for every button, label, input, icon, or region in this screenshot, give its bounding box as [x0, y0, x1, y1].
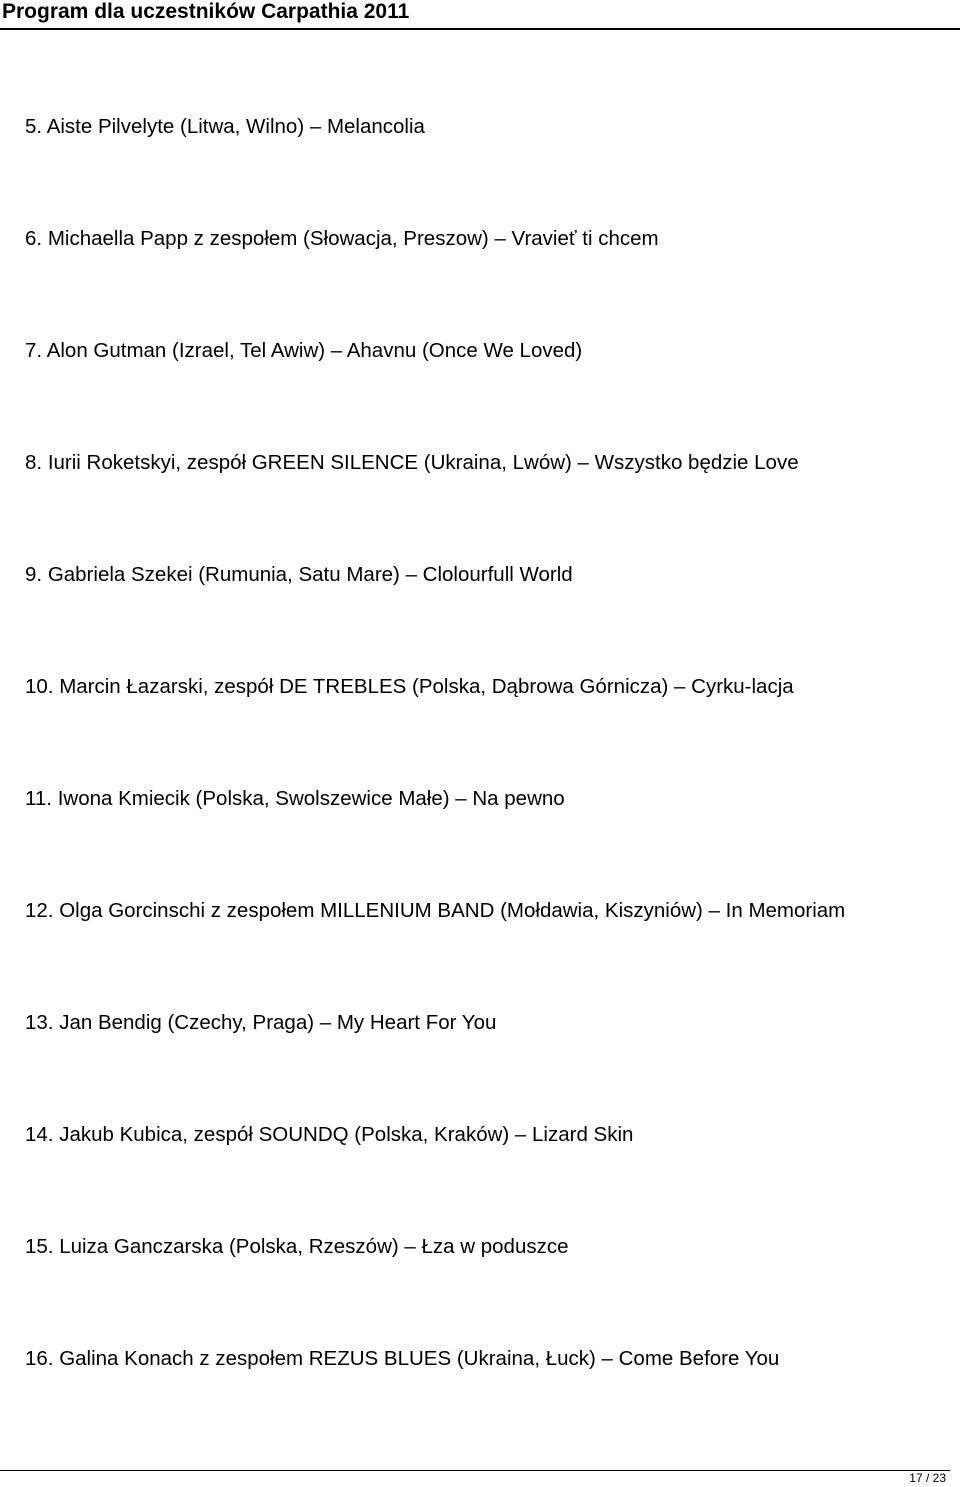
item-text: Alon Gutman (Izrael, Tel Awiw) – Ahavnu (Once We Loved) — [46, 339, 583, 362]
list-item — [25, 899, 845, 923]
item-number: 9. — [25, 563, 43, 586]
list-item — [25, 1235, 569, 1259]
footer-divider — [0, 1470, 950, 1471]
list-item — [25, 1347, 779, 1371]
page-number: 17 / 23 — [909, 1471, 946, 1485]
item-number: 6. — [25, 227, 43, 250]
list-item — [25, 1123, 633, 1147]
title-divider — [0, 28, 960, 30]
list-item — [25, 787, 565, 811]
item-text: Iwona Kmiecik (Polska, Swolszewice Małe) – Na pewno — [57, 787, 565, 810]
item-number: 7. — [25, 339, 43, 362]
item-text: Luiza Ganczarska (Polska, Rzeszów) – Łza w poduszce — [59, 1235, 569, 1258]
list-item — [25, 339, 582, 363]
item-number: 8. — [25, 451, 43, 474]
list-item — [25, 227, 659, 251]
item-number: 10. — [25, 675, 54, 698]
item-number: 14. — [25, 1123, 54, 1146]
item-number: 12. — [25, 899, 54, 922]
item-number: 15. — [25, 1235, 54, 1258]
item-text: Jakub Kubica, zespół SOUNDQ (Polska, Kraków) – Lizard Skin — [59, 1123, 634, 1146]
list-item — [25, 1011, 496, 1035]
item-number: 13. — [25, 1011, 54, 1034]
item-number: 11. — [25, 787, 52, 810]
page-title: Program dla uczestników Carpathia 2011 — [2, 0, 410, 23]
item-text: Michaella Papp z zespołem (Słowacja, Preszow) – Vravieť ti chcem — [47, 227, 659, 250]
item-text: Aiste Pilvelyte (Litwa, Wilno) – Melancolia — [46, 115, 425, 138]
item-text: Galina Konach z zespołem REZUS BLUES (Ukraina, Łuck) – Come Before You — [59, 1347, 780, 1370]
item-text: Gabriela Szekei (Rumunia, Satu Mare) – Clolourfull World — [47, 563, 573, 586]
item-text: Marcin Łazarski, zespół DE TREBLES (Polska, Dąbrowa Górnicza) – Cyrku-lacja — [59, 675, 794, 698]
item-text: Olga Gorcinschi z zespołem MILLENIUM BAND (Mołdawia, Kiszyniów) – In Memoriam — [59, 899, 846, 922]
item-text: Jan Bendig (Czechy, Praga) – My Heart For You — [59, 1011, 497, 1034]
list-item — [25, 451, 799, 475]
item-number: 5. — [25, 115, 43, 138]
item-text: Iurii Roketskyi, zespół GREEN SILENCE (Ukraina, Lwów) – Wszystko będzie Love — [47, 451, 799, 474]
list-item — [25, 563, 573, 587]
list-item — [25, 115, 425, 139]
item-number: 16. — [25, 1347, 54, 1370]
list-item — [25, 675, 794, 699]
